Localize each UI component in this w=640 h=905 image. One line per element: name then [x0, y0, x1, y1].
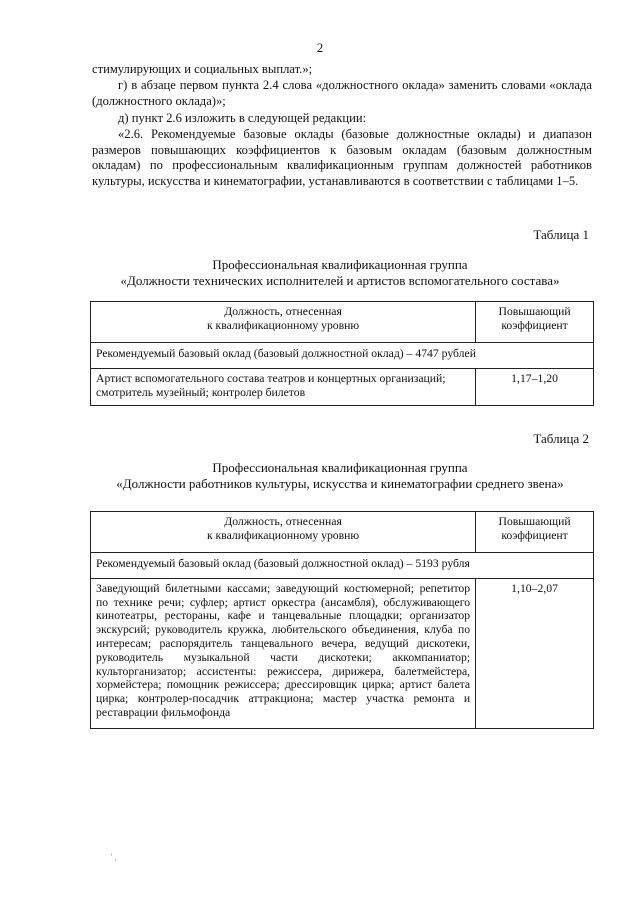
- table2-header-coefficient-line2: коэффициент: [501, 528, 568, 542]
- table2-title-line2: «Должности работников культуры, искусства и кинематографии среднего звена»: [116, 476, 564, 491]
- table2-header-position: [91, 512, 476, 553]
- table2-base-salary-row: [91, 553, 594, 579]
- table1-coefficient-cell: 1,17–1,20: [476, 368, 594, 405]
- table1: [90, 301, 594, 406]
- paragraph-clause-2-6: «2.6. Рекомендуемые базовые оклады (базовые должностные оклады) и диапазон размеров повышающих коэффициентов к базовым окладам (базовым должностным окладам) по профессиональным квалификационным группам должностей работников культуры, искусства и кинематографии, устанавливаются в соответствии с таблицами 1–5.: [92, 127, 592, 189]
- table1-title-line1: Профессиональная квалификационная группа: [212, 257, 468, 272]
- table1-header-position: [91, 302, 476, 343]
- table2-header-position-line1: Должность, отнесенная: [224, 515, 342, 528]
- table2-title: [60, 460, 620, 492]
- table1-header-coefficient: [476, 302, 594, 343]
- paragraph-continuation: стимулирующих и социальных выплат.»;: [92, 62, 313, 76]
- table1-base-salary-row: [91, 343, 594, 369]
- table1-header-row: [91, 302, 594, 343]
- table2-header-coefficient-line1: Повышающий: [498, 515, 571, 528]
- table1-header-position-line1: Должность, отнесенная: [224, 305, 342, 318]
- table2-header-position-line2: к квалификационному уровню: [206, 528, 360, 542]
- scan-artifact-mark: ’ ,: [110, 852, 117, 862]
- table1-title-line2: «Должности технических исполнителей и артистов вспомогательного состава»: [120, 273, 560, 288]
- table1-header-position-line2: к квалификационному уровню: [206, 318, 360, 332]
- table2-base-salary: Рекомендуемый базовый оклад (базовый должностной оклад) – 5193 рубля: [91, 553, 594, 579]
- table1-title: [60, 257, 620, 289]
- table2-coefficient-cell: 1,10–2,07: [476, 578, 594, 728]
- paragraph-item-g: г) в абзаце первом пункта 2.4 слова «должностного оклада» заменить словами «оклада (должностного оклада)»;: [92, 78, 592, 108]
- table2: [90, 511, 594, 729]
- paragraph-item-d: д) пункт 2.6 изложить в следующей редакции:: [118, 111, 367, 125]
- table2-header-row: [91, 512, 594, 553]
- table2-data-row: [91, 578, 594, 728]
- table2-position-cell: Заведующий билетными кассами; заведующий костюмерной; репетитор по технике речи; суфлер; артист оркестра (ансамбля), обслуживающего кинотеатры, рестораны, кафе и танцевальные площадки; организатор экскурсий; руководитель кружка, любительского объединения, клуба по интересам; распорядитель танцевального вечера, ведущий дискотеки, руководитель музыкальной части дискотеки; аккомпаниатор; культорганизатор; ассистенты: режиссера, дирижера, балетмейстера, хормейстера; помощник режиссера; дрессировщик цирка; артист балета цирка; контролер-посадчик аттракциона; мастер участка ремонта и реставрации фильмофонда: [91, 578, 476, 728]
- page-number: 2: [316, 40, 324, 55]
- table1-label: Таблица 1: [533, 227, 589, 242]
- table1-header-coefficient-line2: коэффициент: [501, 318, 568, 332]
- table2-header-coefficient: [476, 512, 594, 553]
- table2-label: Таблица 2: [533, 431, 589, 446]
- table1-position-cell: Артист вспомогательного состава театров и концертных организаций; смотритель музейный; контролер билетов: [91, 368, 476, 405]
- table1-data-row: [91, 368, 594, 405]
- table1-base-salary: Рекомендуемый базовый оклад (базовый должностной оклад) – 4747 рублей: [91, 343, 594, 369]
- table1-header-coefficient-line1: Повышающий: [498, 305, 571, 318]
- table2-title-line1: Профессиональная квалификационная группа: [212, 460, 468, 475]
